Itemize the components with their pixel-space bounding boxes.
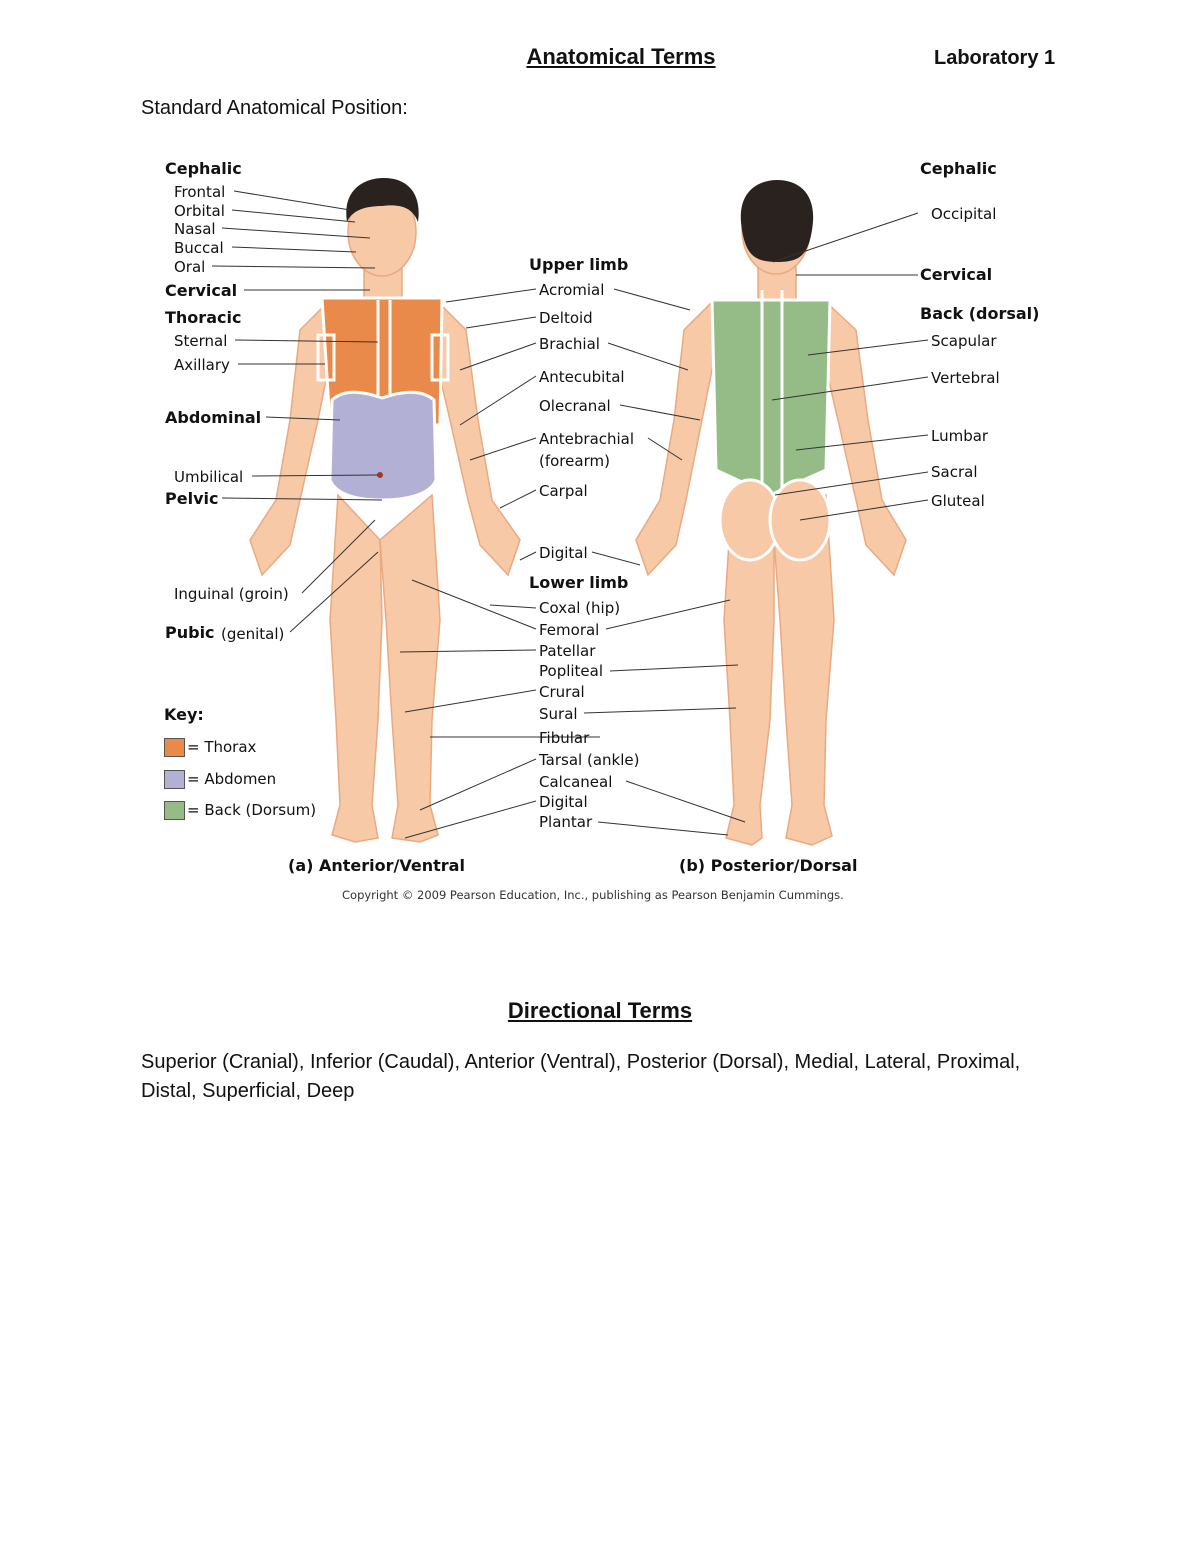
label-vertebral: Vertebral — [931, 369, 1000, 387]
label-genital: (genital) — [221, 625, 285, 643]
key-swatch-abdomen — [164, 770, 185, 789]
label-back-dorsal: Back (dorsal) — [920, 304, 1040, 323]
label-upper-limb: Upper limb — [529, 255, 629, 274]
label-olecranal: Olecranal — [539, 397, 611, 415]
label-frontal: Frontal — [174, 183, 226, 201]
caption-anterior: (a) Anterior/Ventral — [288, 856, 465, 875]
page-title: Anatomical Terms — [526, 44, 716, 69]
label-antebrachial: Antebrachial — [539, 430, 635, 448]
key-label-thorax: = Thorax — [187, 738, 257, 756]
label-forearm: (forearm) — [539, 452, 610, 470]
label-lower-limb: Lower limb — [529, 573, 629, 592]
label-nasal: Nasal — [174, 220, 216, 238]
label-carpal: Carpal — [539, 482, 588, 500]
posterior-hair — [741, 180, 813, 262]
label-cervical-posterior: Cervical — [920, 265, 993, 284]
label-plantar: Plantar — [539, 813, 593, 831]
key-label-abdomen: = Abdomen — [187, 770, 277, 788]
key-label-back: = Back (Dorsum) — [187, 801, 317, 819]
label-thoracic: Thoracic — [165, 308, 242, 327]
label-cephalic-anterior: Cephalic — [165, 159, 242, 178]
label-tarsal: Tarsal (ankle) — [539, 751, 640, 769]
copyright-notice: Copyright © 2009 Pearson Education, Inc., publishing as Pearson Benjamin Cummings. — [342, 888, 844, 902]
label-fibular: Fibular — [539, 729, 590, 747]
label-umbilical: Umbilical — [174, 468, 244, 486]
abdomen-region — [330, 392, 436, 500]
label-axillary: Axillary — [174, 356, 230, 374]
directional-terms-text: Superior (Cranial), Inferior (Caudal), Anterior (Ventral), Posterior (Dorsal), Medial, Lateral, Proximal, Distal, Superficial, Deep — [141, 1051, 1021, 1102]
label-orbital: Orbital — [174, 202, 225, 220]
label-pelvic: Pelvic — [165, 489, 219, 508]
lab-label: Laboratory 1 — [934, 47, 1056, 69]
label-deltoid: Deltoid — [539, 309, 593, 327]
key-title: Key: — [164, 705, 204, 724]
label-scapular: Scapular — [931, 332, 997, 350]
label-oral: Oral — [174, 258, 206, 276]
label-femoral: Femoral — [539, 621, 600, 639]
label-brachial: Brachial — [539, 335, 600, 353]
label-patellar: Patellar — [539, 642, 596, 660]
label-antecubital: Antecubital — [539, 368, 625, 386]
label-crural: Crural — [539, 683, 585, 701]
section-subtitle: Standard Anatomical Position: — [141, 97, 408, 119]
key-swatch-back — [164, 801, 185, 820]
label-coxal: Coxal (hip) — [539, 599, 621, 617]
label-digital-lower: Digital — [539, 793, 588, 811]
key-swatch-thorax — [164, 738, 185, 757]
label-occipital: Occipital — [931, 205, 997, 223]
label-sacral: Sacral — [931, 463, 978, 481]
label-abdominal: Abdominal — [165, 408, 262, 427]
back-region — [712, 300, 830, 495]
label-lumbar: Lumbar — [931, 427, 989, 445]
label-calcaneal: Calcaneal — [539, 773, 613, 791]
label-sural: Sural — [539, 705, 578, 723]
label-gluteal: Gluteal — [931, 492, 985, 510]
anterior-body — [250, 188, 520, 842]
caption-posterior: (b) Posterior/Dorsal — [679, 856, 858, 875]
label-buccal: Buccal — [174, 239, 224, 257]
label-acromial: Acromial — [539, 281, 605, 299]
label-cephalic-posterior: Cephalic — [920, 159, 997, 178]
label-cervical-anterior: Cervical — [165, 281, 238, 300]
directional-terms-title: Directional Terms — [507, 998, 693, 1023]
label-popliteal: Popliteal — [539, 662, 604, 680]
label-digital-upper: Digital — [539, 544, 588, 562]
label-sternal: Sternal — [174, 332, 228, 350]
label-pubic: Pubic — [165, 623, 215, 642]
label-inguinal: Inguinal (groin) — [174, 585, 289, 603]
